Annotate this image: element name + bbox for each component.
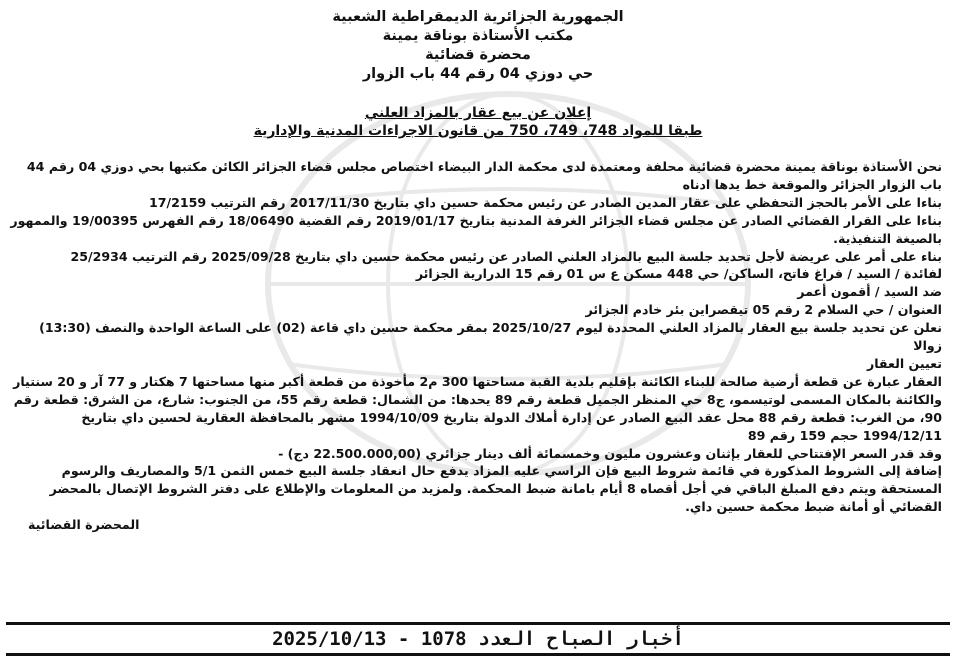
announcement-title-block — [8, 104, 948, 140]
body-paragraph-court-decision: بناءا على القرار القضائي الصادر عن مجلس قضاء الجزائر الغرفة المدنية بتاريخ 2019/01/17 رقم القضية 18/06490 رقم الفهرس 19/00395 والممهور بالصيغة التنفيذية. — [10, 212, 942, 246]
announcement-body — [8, 158, 948, 534]
body-paragraph-session-date: نعلن عن تحديد جلسة بيع العقار بالمزاد العلني المحددة ليوم 2025/10/27 بمقر محكمة حسين داي قاعة (02) على الساعة الواحدة والنصف (13:30) زوالا — [39, 320, 942, 354]
body-paragraph-petition-order: بناء على أمر على عريضة لأجل تحديد جلسة البيع بالمزاد العلني الصادر عن رئيس محكمة حسين داي بتاريخ 2025/09/28 رقم الترتيب 25/2934 — [70, 248, 942, 264]
signature: المحضرة القضائية — [28, 517, 140, 533]
announcement-title: إعلان عن بيع عقار بالمزاد العلني — [364, 105, 592, 121]
body-paragraph-debtor-address: العنوان / حي السلام 2 رقم 05 تيقصراين بئر خادم الجزائر — [585, 302, 942, 318]
announcement-legal-basis: طبقا للمواد 748، 749، 750 من قانون الاجراءات المدنية والإدارية — [253, 123, 703, 139]
body-paragraph-debtor: ضد السيد / أقمون أعمر — [797, 284, 942, 300]
body-paragraph-payment-terms: إضافة إلى الشروط المذكورة في قائمة شروط البيع فإن الراسي عليه المزاد يدفع حال انعقاد جلسة البيع خمس الثمن 5/1 والمصاريف والرسوم المستحقة ويتم دفع المبلغ الباقي في أجل أقصاه 8 أيام بامانة ضبط المحكمة. ولمزيد من المعلومات والإطلاع على دفتر الشروط الإتصال بالمحضر القضائي أو أمانة ضبط محكمة حسين داي. — [49, 463, 942, 515]
republic-name: الجمهورية الجزائرية الديمقراطية الشعبية — [332, 9, 624, 25]
announcement-page — [8, 4, 948, 610]
body-paragraph-property-description: العقار عبارة عن قطعة أرضية صالحة للبناء الكائنة بإقليم بلدية القبة مساحتها 300 م2 مأخوذة من قطعة أكبر منها مساحتها 7 هكتار و 77 آر و 20 سنتيار والكائنة بالمكان المسمى لوتيسمو، ج8 حي المنظر الجميل قطعة رقم 89 يحدها: من الشمال: قطعة رقم 55، من الجنوب: شارع، من الشرق: قطعة رقم 90، من الغرب: قطعة رقم 88 محل عقد البيع الصادر عن إدارة أملاك الدولة بتاريخ 1994/10/09 مشهر بالمحافظة العقارية لحسين داي بتاريخ 1994/12/11 حجم 159 رقم 89 — [13, 373, 942, 443]
newspaper-date: 2025/10/13 — [272, 628, 387, 650]
newspaper-issue: أخبار الصباح العدد 1078 - — [397, 628, 684, 650]
body-paragraph-creditor: لفائدة / السيد / فراغ فاتح، الساكن/ حي 448 مسكن ع س 01 رقم 15 الدرارية الجزائر — [415, 266, 942, 282]
letterhead — [8, 8, 948, 84]
body-paragraph-bailiff: نحن الأستاذة بوناقة يمينة محضرة قضائية محلفة ومعتمدة لدى محكمة الدار البيضاء اختصاص مجلس قضاء الجزائر الكائن مكتبها بحي دوزي 04 رقم 44 باب الزوار الجزائر والموقعة خط يدها ادناه — [26, 159, 942, 192]
office-address: حي دوزي 04 رقم 44 باب الزوار — [362, 66, 594, 82]
office-role: محضرة قضائية — [425, 47, 531, 63]
body-paragraph-seizure-order: بناءا على الأمر بالحجز التحفظي على عقار المدين الصادر عن رئيس محكمة حسين داي بتاريخ 2017/11/30 رقم الترتيب 17/2159 — [148, 194, 942, 210]
body-heading-property: تعيين العقار — [866, 355, 942, 371]
newspaper-footer — [6, 622, 950, 656]
office-name: مكتب الأستاذة بوناقة يمينة — [382, 28, 574, 44]
body-paragraph-opening-price: وقد قدر السعر الإفتتاحي للعقار بإثنان وعشرون مليون وخمسمائة ألف دينار جزائري (22.500.000,00 دج) - — [278, 445, 942, 461]
